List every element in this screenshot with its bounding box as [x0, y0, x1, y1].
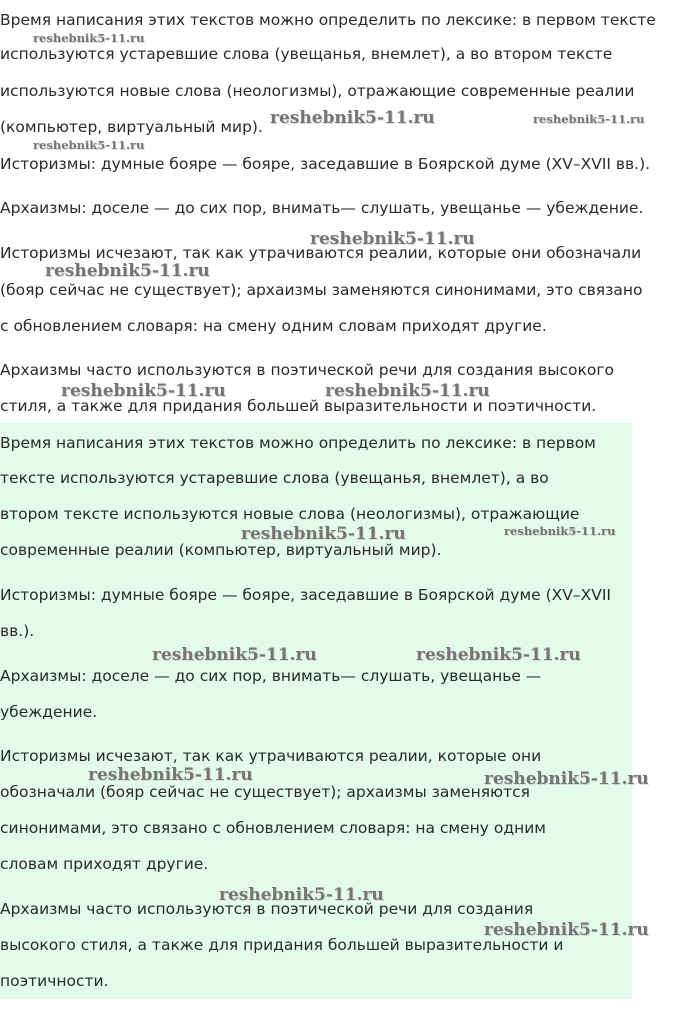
text-line: Историзмы: думные бояре — бояре, заседавшие в Боярской думе (XV–XVII вв.). [0, 155, 651, 173]
text-line: используются новые слова (неологизмы), отражающие современные реалии [0, 82, 635, 100]
text-line: Архаизмы: доселе — до сих пор, внимать— слушать, увещанье — убеждение. [0, 199, 644, 217]
watermark: reshebnik5-11.ru [33, 138, 145, 152]
text-line: поэтичности. [0, 972, 109, 990]
text-line: Время написания этих текстов можно определить по лексике: в первом тексте [0, 11, 656, 29]
text-line: Историзмы исчезают, так как утрачиваются реалии, которые они обозначали [0, 244, 642, 262]
text-line: вв.). [0, 622, 35, 640]
text-line: Историзмы исчезают, так как утрачиваются реалии, которые они [0, 747, 542, 765]
text-line: высокого стиля, а также для придания большей выразительности и [0, 936, 564, 954]
text-line: Архаизмы часто используются в поэтической речи для создания высокого [0, 361, 614, 379]
watermark: reshebnik5-11.ru [416, 645, 581, 665]
text-line: обозначали (бояр сейчас не существует); архаизмы заменяются [0, 783, 530, 801]
text-line: (компьютер, виртуальный мир). [0, 118, 263, 136]
text-line: словам приходят другие. [0, 855, 209, 873]
watermark: reshebnik5-11.ru [152, 645, 317, 665]
watermark: reshebnik5-11.ru [88, 765, 253, 785]
text-line: синонимами, это связано с обновлением словаря: на смену одним [0, 819, 546, 837]
text-line: Архаизмы часто используются в поэтической речи для создания [0, 900, 534, 918]
text-line: Архаизмы: доселе — до сих пор, внимать— слушать, увещанье — [0, 667, 542, 685]
watermark: reshebnik5-11.ru [484, 769, 649, 789]
watermark: reshebnik5-11.ru [310, 229, 475, 249]
watermark: reshebnik5-11.ru [61, 381, 226, 401]
text-line: тексте используются устаревшие слова (увещанья, внемлет), а во [0, 469, 549, 487]
text-line: втором тексте используются новые слова (неологизмы), отражающие [0, 505, 580, 523]
watermark: reshebnik5-11.ru [484, 920, 649, 940]
text-line: используются устаревшие слова (увещанья, внемлет), а во втором тексте [0, 45, 613, 63]
text-line: (бояр сейчас не существует); архаизмы заменяются синонимами, это связано [0, 281, 643, 299]
watermark: reshebnik5-11.ru [219, 885, 384, 905]
text-line: убеждение. [0, 703, 98, 721]
text-line: современные реалии (компьютер, виртуальный мир). [0, 541, 442, 559]
watermark: reshebnik5-11.ru [241, 524, 406, 544]
text-line: стиля, а также для придания большей выразительности и поэтичности. [0, 397, 597, 415]
text-line: Время написания этих текстов можно определить по лексике: в первом [0, 434, 596, 452]
text-line: с обновлением словаря: на смену одним словам приходят другие. [0, 317, 547, 335]
watermark: reshebnik5-11.ru [325, 381, 490, 401]
watermark: reshebnik5-11.ru [33, 31, 145, 45]
watermark: reshebnik5-11.ru [504, 524, 616, 538]
watermark: reshebnik5-11.ru [45, 261, 210, 281]
text-line: Историзмы: думные бояре — бояре, заседавшие в Боярской думе (XV–XVII [0, 586, 611, 604]
watermark: reshebnik5-11.ru [270, 108, 435, 128]
watermark: reshebnik5-11.ru [533, 112, 645, 126]
